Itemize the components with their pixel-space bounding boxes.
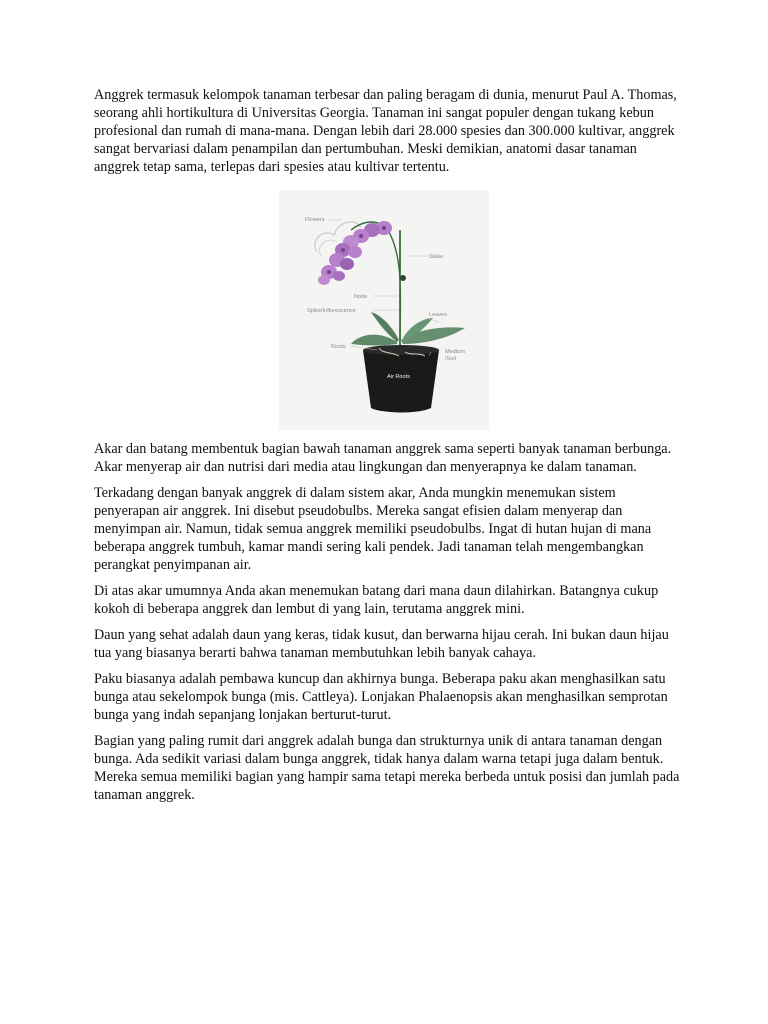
paragraph-flowers: Bagian yang paling rumit dari anggrek adalah bunga dan strukturnya unik di antara tanaman dengan bunga. Ada sedikit variasi dalam bunga anggrek, tidak hanya dalam warna tetapi juga dalam bentuk. Mereka semua memiliki bagian yang hampir sama tetapi mereka berbeda untuk posisi dan jumlah pada tanaman anggrek. bbox=[94, 733, 680, 803]
paragraph-pseudobulbs: Terkadang dengan banyak anggrek di dalam sistem akar, Anda mungkin menemukan sistem penyerapan air anggrek. Ini disebut pseudobulbs. Mereka sangat efisien dalam menyerap dan menyimpan air. Namun, tidak semua anggrek memiliki pseudobulbs. Ingat di hutan hujan di mana beberapa anggrek tumbuh, kamar mandi sering kali pendek. Jadi tanaman telah mengembangkan perangkat penyimpanan air. bbox=[94, 485, 652, 573]
label-node: Node bbox=[354, 294, 368, 300]
orchid-anatomy-figure bbox=[279, 190, 489, 430]
label-flowers: Flowers bbox=[305, 217, 325, 223]
label-roots: Roots bbox=[331, 344, 346, 350]
paragraph-stems: Di atas akar umumnya Anda akan menemukan batang dari mana daun dilahirkan. Batangnya cukup kokoh di beberapa anggrek dan lembut di yang lain, terutama anggrek mini. bbox=[94, 583, 659, 617]
label-spike: Spike/Inflorescence bbox=[307, 308, 356, 314]
label-leaves: Leaves bbox=[429, 312, 448, 318]
document-page bbox=[94, 86, 680, 812]
paragraph-roots-stems: Akar dan batang membentuk bagian bawah tanaman anggrek sama seperti banyak tanaman berbunga. Akar menyerap air dan nutrisi dari media atau lingkungan dan menyerapnya ke dalam tanaman. bbox=[94, 441, 672, 475]
node-marker bbox=[400, 275, 406, 281]
paragraph-leaves: Daun yang sehat adalah daun yang keras, tidak kusut, dan berwarna hijau cerah. Ini bukan daun hijau tua yang biasanya berarti bahwa tanaman membutuhkan lebih banyak cahaya. bbox=[94, 627, 669, 661]
paragraph-spikes: Paku biasanya adalah pembawa kuncup dan akhirnya bunga. Beberapa paku akan menghasilkan satu bunga atau sekelompok bunga (mis. Cattleya). Lonjakan Phalaenopsis akan menghasilkan semprotan bunga yang indah sepanjang lonjakan berturut-turut. bbox=[94, 671, 668, 723]
label-air-roots: Air Roots bbox=[387, 374, 411, 380]
orchid-diagram bbox=[279, 190, 489, 430]
label-stake: Stake bbox=[429, 254, 444, 260]
paragraph-intro: Anggrek termasuk kelompok tanaman terbesar dan paling beragam di dunia, menurut Paul A. Thomas, seorang ahli hortikultura di Universitas Georgia. Tanaman ini sangat populer dengan tukang kebun profesional dan rumah di mana-mana. Dengan lebih dari 28.000 spesies dan 300.000 kultivar, anggrek sangat bervariasi dalam penampilan dan pertumbuhan. Meski demikian, anatomi dasar tanaman anggrek tetap sama, terlepas dari spesies atau kultivar tertentu. bbox=[94, 87, 677, 175]
label-medium: Medium bbox=[445, 349, 465, 355]
leaves bbox=[351, 312, 465, 346]
pot bbox=[363, 350, 439, 413]
label-soil: /Soil bbox=[445, 356, 456, 362]
flower-cluster bbox=[318, 221, 392, 285]
